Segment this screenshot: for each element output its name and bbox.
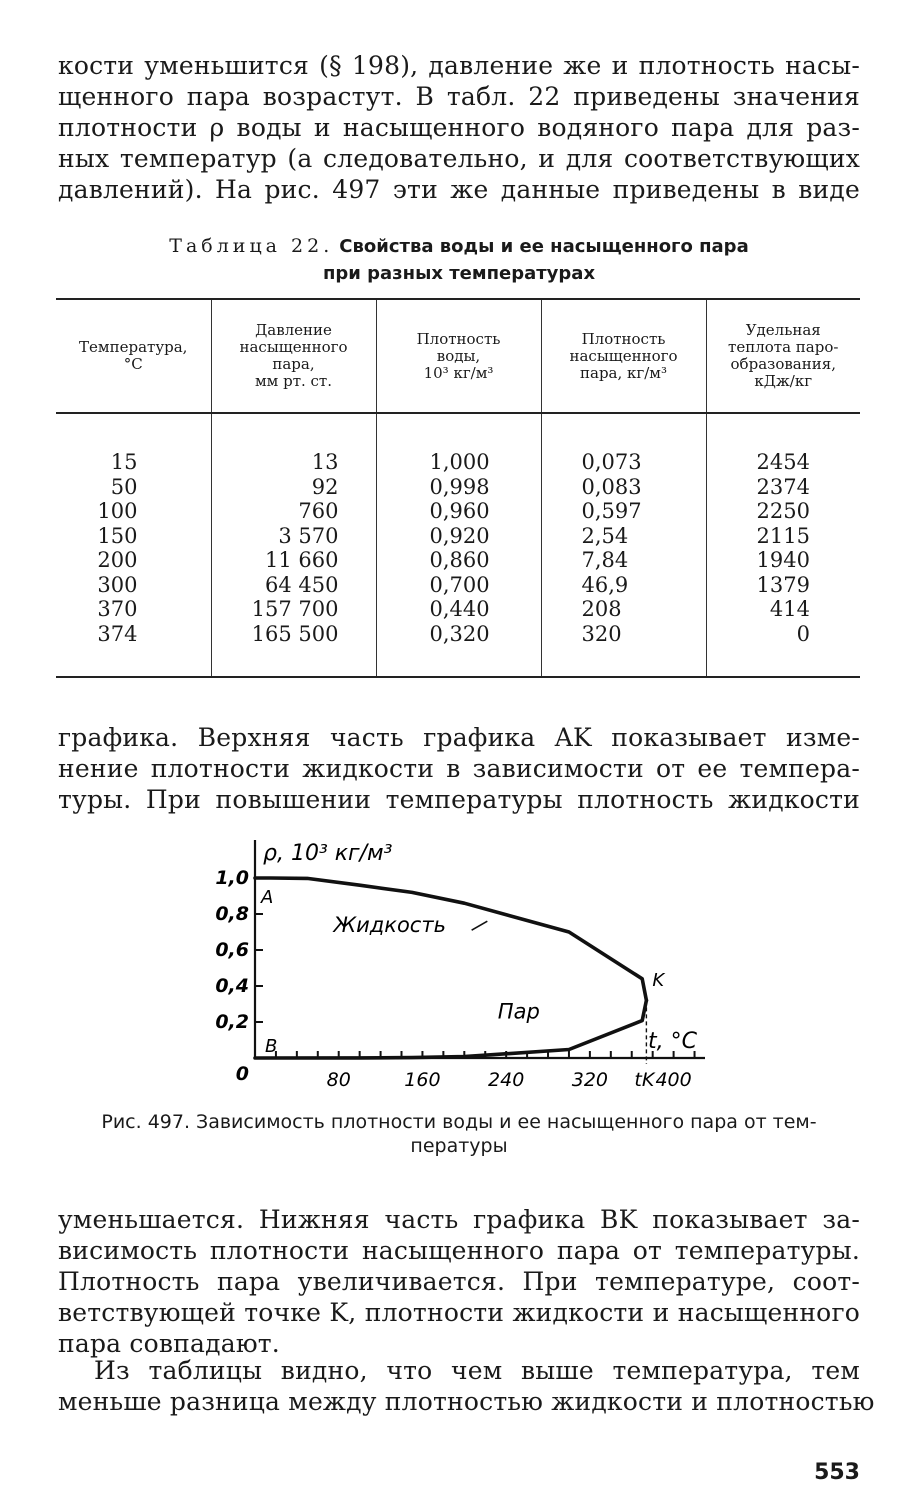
- column-header-temperature: [56, 299, 211, 413]
- curve-label-vapor: Пар: [497, 999, 540, 1024]
- text-line: пара совпадают.: [58, 1329, 280, 1358]
- x-axis-label: t, °C: [648, 1029, 697, 1054]
- text-line: ных температур (а следовательно, и для соответствующих: [58, 144, 860, 173]
- text-line: кости уменьшится (§ 198), давление же и плотность насы-: [58, 51, 860, 80]
- y-tick-label: 0,4: [215, 975, 249, 997]
- point-label-b: B: [265, 1036, 278, 1057]
- table-cell: 0,320: [429, 621, 490, 646]
- column-header-line: насыщенного: [569, 346, 678, 365]
- column-header-line: пара, кг/м³: [580, 363, 667, 382]
- column-header-line: Давление: [255, 321, 332, 339]
- table-cell: 0,920: [429, 523, 490, 548]
- column-header-line: пара,: [272, 355, 315, 373]
- table-caption-prefix: Таблица 22.: [169, 235, 334, 257]
- table-cell: 0,440: [429, 597, 490, 621]
- text-line: давлений). На рис. 497 эти же данные приведены в виде: [58, 175, 860, 204]
- point-label-a: A: [261, 887, 274, 909]
- column-header-line: Плотность: [416, 329, 501, 348]
- figure-caption-line: Рис. 497. Зависимость плотности воды и ее насыщенного пара от тем-: [101, 1111, 817, 1133]
- text-line: плотности ρ воды и насыщенного водяного пара для раз-: [58, 113, 860, 142]
- point-label-k: K: [652, 970, 665, 991]
- x-tick-label: 320: [571, 1069, 609, 1091]
- paragraph-last: [58, 1355, 875, 1417]
- column-pressure: [211, 413, 376, 677]
- table-cell: 1379: [756, 572, 810, 597]
- page-number: 553: [814, 1460, 860, 1485]
- table-cell: 1940: [756, 548, 810, 572]
- table-cell: 0,860: [429, 548, 490, 572]
- column-header-line: мм рт. ст.: [254, 372, 332, 390]
- column-header-line: образования,: [730, 355, 836, 373]
- column-temperature: [56, 413, 211, 677]
- column-header-line: Плотность: [581, 329, 666, 348]
- table-cell: 13: [311, 450, 339, 474]
- table-cell: 3 570: [278, 523, 339, 548]
- text-line: Плотность пара увеличивается. При температуре, соот-: [58, 1267, 860, 1296]
- table-cell: 64 450: [265, 572, 339, 597]
- table-cell: 320: [581, 621, 622, 646]
- properties-table: [56, 298, 860, 678]
- table-cell: 0: [796, 621, 810, 646]
- x-tick-label: 240: [488, 1069, 525, 1091]
- text-line: ветствующей точке K, плотности жидкости и насыщенного: [58, 1298, 860, 1327]
- table-cell: 208: [581, 597, 622, 621]
- curve-label-leader: [472, 921, 488, 930]
- paragraph-top: [58, 50, 860, 205]
- table-cell: 200: [97, 548, 138, 572]
- table-cell: 2250: [756, 499, 810, 523]
- y-tick-label: 0,6: [215, 939, 249, 961]
- y-tick-label: 0,8: [215, 903, 249, 925]
- column-header-pressure: [211, 299, 376, 413]
- column-header-line: 10³ кг/м³: [423, 363, 494, 382]
- table-cell: 414: [769, 597, 810, 621]
- text-line: Из таблицы видно, что чем выше температура, тем: [94, 1356, 860, 1385]
- text-line: уменьшается. Нижняя часть графика BK показывает за-: [58, 1205, 860, 1234]
- y-tick-label: 0: [235, 1063, 249, 1085]
- paragraph-middle: [58, 722, 860, 815]
- table-cell: 370: [97, 597, 138, 621]
- table-cell: 0,083: [581, 474, 642, 499]
- column-header-line: Температура,: [79, 338, 188, 356]
- table-cell: 2115: [756, 523, 810, 548]
- column-header-line: Удельная: [745, 321, 821, 339]
- table-cell: 0,073: [581, 450, 642, 474]
- figure-caption-line: пературы: [410, 1135, 508, 1157]
- text-line: графика. Верхняя часть графика AK показывает изме-: [58, 723, 860, 752]
- critical-tick-label: tK: [634, 1069, 655, 1091]
- column-header-line: насыщенного: [239, 338, 348, 356]
- column-header-vapor-density: [541, 299, 706, 413]
- x-tick-label: 160: [404, 1069, 441, 1091]
- table-cell: 2374: [756, 474, 810, 499]
- y-tick-label: 0,2: [215, 1011, 249, 1033]
- table-cell: 2454: [756, 450, 810, 474]
- table-cell: 1,000: [429, 450, 490, 474]
- figure-caption: [58, 1110, 860, 1158]
- text-line: нение плотности жидкости в зависимости от ее темпера-: [58, 754, 860, 783]
- table-cell: 150: [97, 523, 138, 548]
- text-line: туры. При повышении температуры плотность жидкости: [58, 785, 860, 814]
- table-cell: 46,9: [581, 572, 629, 597]
- table-cell: 165 500: [251, 621, 339, 646]
- series-line-1: [255, 1000, 646, 1058]
- table-cell: 0,960: [429, 499, 490, 523]
- series-line-0: [255, 878, 646, 1000]
- x-tick-label: 400: [655, 1069, 692, 1091]
- column-water-density: [376, 413, 541, 677]
- density-chart-svg: [200, 832, 720, 1102]
- x-tick-label: 80: [326, 1069, 351, 1091]
- table-caption-title-2: при разных температурах: [322, 263, 596, 284]
- table-cell: 100: [97, 499, 138, 523]
- table-cell: 7,84: [581, 548, 629, 572]
- column-header-heat-of-vaporization: [706, 299, 860, 413]
- table-cell: 15: [110, 450, 138, 474]
- curve-label-liquid: Жидкость: [333, 913, 446, 937]
- y-axis-label: ρ, 10³ кг/м³: [263, 841, 393, 866]
- table-cell: 0,700: [429, 572, 490, 597]
- table-cell: 374: [97, 621, 138, 646]
- table-cell: 0,998: [429, 474, 490, 499]
- y-tick-label: 1,0: [215, 867, 249, 889]
- paragraph-bottom: [58, 1204, 860, 1359]
- column-header-water-density: [376, 299, 541, 413]
- column-vapor-density: [541, 413, 706, 677]
- column-heat-of-vaporization: [706, 413, 860, 677]
- column-header-line: воды,: [436, 346, 481, 365]
- table-body-row: [56, 413, 860, 677]
- table-cell: 2,54: [581, 523, 629, 548]
- text-line: висимость плотности насыщенного пара от температуры.: [58, 1236, 860, 1265]
- column-header-line: кДж/кг: [754, 372, 813, 390]
- table-cell: 11 660: [265, 548, 339, 572]
- table-cell: 300: [97, 572, 138, 597]
- table-header-row: [56, 299, 860, 413]
- table-cell: 50: [110, 474, 138, 499]
- table-caption-title-1: Свойства воды и ее насыщенного пара: [339, 236, 749, 257]
- table-caption: [58, 233, 860, 287]
- text-line: меньше разница между плотностью жидкости и плотностью: [58, 1387, 875, 1416]
- column-header-line: °C: [123, 355, 143, 373]
- column-header-line: теплота паро-: [728, 338, 839, 356]
- table-cell: 760: [298, 499, 339, 523]
- table-cell: 0,597: [581, 499, 642, 523]
- table-cell: 157 700: [251, 597, 339, 621]
- table-cell: 92: [311, 474, 339, 499]
- text-line: щенного пара возрастут. В табл. 22 приведены значения: [58, 82, 860, 111]
- density-chart: [200, 832, 720, 1102]
